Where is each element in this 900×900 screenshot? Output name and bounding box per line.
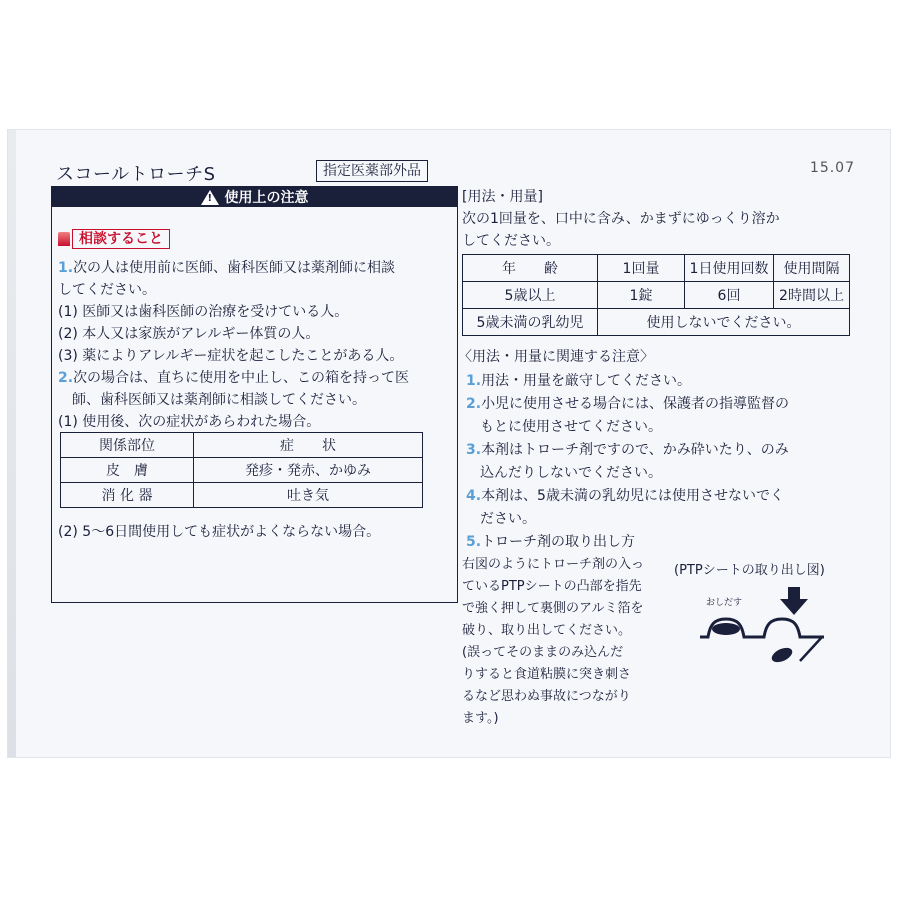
related-item5 [466, 531, 635, 553]
table-cell: 症 状 [194, 433, 423, 458]
related-item1-text: 用法・用量を厳守してください。 [481, 373, 692, 389]
lot-code: 15.07 [809, 160, 855, 176]
item2-text: 次の場合は、直ちに使用を中止し、この箱を持って医 [73, 370, 410, 386]
product-name: スコールトローチS [56, 164, 216, 185]
table-cell: 消 化 器 [61, 483, 194, 508]
lozenge-out-icon [769, 645, 794, 665]
related-item2 [466, 393, 789, 415]
related-item5-number: 5. [466, 534, 482, 550]
foil-line-icon [800, 637, 822, 661]
item1-text: 次の人は使用前に医師、歯科医師又は薬剤師に相談 [73, 260, 396, 276]
dose-table [462, 254, 850, 336]
diagram-caption: (PTPシートの取り出し図) [674, 563, 825, 578]
item1-cont: してください。 [58, 282, 156, 298]
table-cell: 年 齢 [463, 255, 598, 282]
table-row [463, 255, 850, 282]
push-arrow-icon [780, 587, 808, 615]
table-cell: 1日使用回数 [685, 255, 774, 282]
item1-sub2: (2) 本人又は家族がアレルギー体質の人。 [58, 326, 320, 342]
related-item4-number: 4. [466, 488, 482, 504]
table-cell: 5歳以上 [463, 282, 598, 309]
removal-text-8: ます。) [462, 711, 499, 726]
usage-line2: してください。 [462, 233, 560, 249]
item2-number: 2. [58, 370, 74, 386]
table-row [463, 282, 850, 309]
precautions-header [52, 187, 457, 207]
consult-heading [58, 229, 170, 249]
table-row [61, 433, 423, 458]
item2-cont: 師、歯科医師又は薬剤師に相談してください。 [72, 392, 366, 408]
removal-text-3: で強く押して裏側のアルミ箔を [462, 601, 644, 616]
table-cell: 関係部位 [61, 433, 194, 458]
related-item2-number: 2. [466, 396, 482, 412]
table-cell: 5歳未満の乳幼児 [463, 309, 598, 336]
item2-sub2: (2) 5〜6日間使用しても症状がよくならない場合。 [58, 524, 381, 540]
item1 [58, 257, 395, 279]
item2 [58, 367, 409, 389]
related-item1 [466, 370, 691, 392]
table-cell: 6回 [685, 282, 774, 309]
table-cell: 使用しないでください。 [598, 309, 850, 336]
precautions-title: 使用上の注意 [224, 190, 309, 206]
table-cell: 1錠 [598, 282, 685, 309]
removal-text-2: ているPTPシートの凸部を指先 [462, 579, 642, 594]
table-cell: 吐き気 [194, 483, 423, 508]
removal-text-6: りすると食道粘膜に突き刺さ [462, 667, 632, 682]
table-cell: 使用間隔 [774, 255, 850, 282]
related-item2-text: 小児に使用させる場合には、保護者の指導監督の [481, 396, 790, 412]
diagram-label: おしだす [706, 598, 743, 608]
related-item3-text: 本剤はトローチ剤ですので、かみ砕いたり、のみ [481, 442, 789, 458]
table-cell: 発疹・発赤、かゆみ [194, 458, 423, 483]
precautions-panel [51, 186, 458, 603]
usage-title: [用法・用量] [462, 189, 543, 205]
symptom-table [60, 432, 423, 508]
lozenge-icon [712, 623, 740, 635]
consult-label: 相談すること [72, 229, 170, 249]
consult-icon [58, 232, 70, 246]
removal-text-5: (誤ってそのままのみ込んだ [462, 645, 624, 660]
removal-text-7: るなど思わぬ事故につながり [462, 689, 631, 704]
related-item3-cont: 込んだりしないでください。 [480, 465, 662, 481]
related-item3-number: 3. [466, 442, 482, 458]
related-item4 [466, 485, 784, 507]
table-cell: 皮 膚 [61, 458, 194, 483]
warning-icon: ! [201, 190, 219, 205]
usage-line1: 次の1回量を、口中に含み、かまずにゆっくり溶か [462, 211, 780, 227]
related-item4-cont: ださい。 [480, 511, 536, 527]
related-item4-text: 本剤は、5歳未満の乳幼児には使用させないでく [481, 488, 784, 504]
table-row [61, 458, 423, 483]
ptp-diagram-icon [696, 585, 836, 675]
removal-text-4: 破り、取り出してください。 [462, 623, 632, 638]
item1-sub3: (3) 薬によりアレルギー症状を起こしたことがある人。 [58, 348, 404, 364]
table-cell: 2時間以上 [774, 282, 850, 309]
item1-sub1: (1) 医師又は歯科医師の治療を受けている人。 [58, 304, 349, 320]
table-cell: 1回量 [598, 255, 685, 282]
item2-sub1: (1) 使用後、次の症状があらわれた場合。 [58, 414, 321, 430]
related-item5-text: トローチ剤の取り出し方 [481, 534, 636, 550]
related-item3 [466, 439, 789, 461]
related-item2-cont: もとに使用させてください。 [480, 419, 662, 435]
table-row [61, 483, 423, 508]
related-title: 〈用法・用量に関連する注意〉 [458, 349, 654, 365]
related-item1-number: 1. [466, 373, 482, 389]
category-badge: 指定医薬部外品 [316, 160, 428, 182]
removal-text-1: 右図のようにトローチ剤の入っ [462, 557, 645, 572]
item1-number: 1. [58, 260, 74, 276]
table-row [463, 309, 850, 336]
